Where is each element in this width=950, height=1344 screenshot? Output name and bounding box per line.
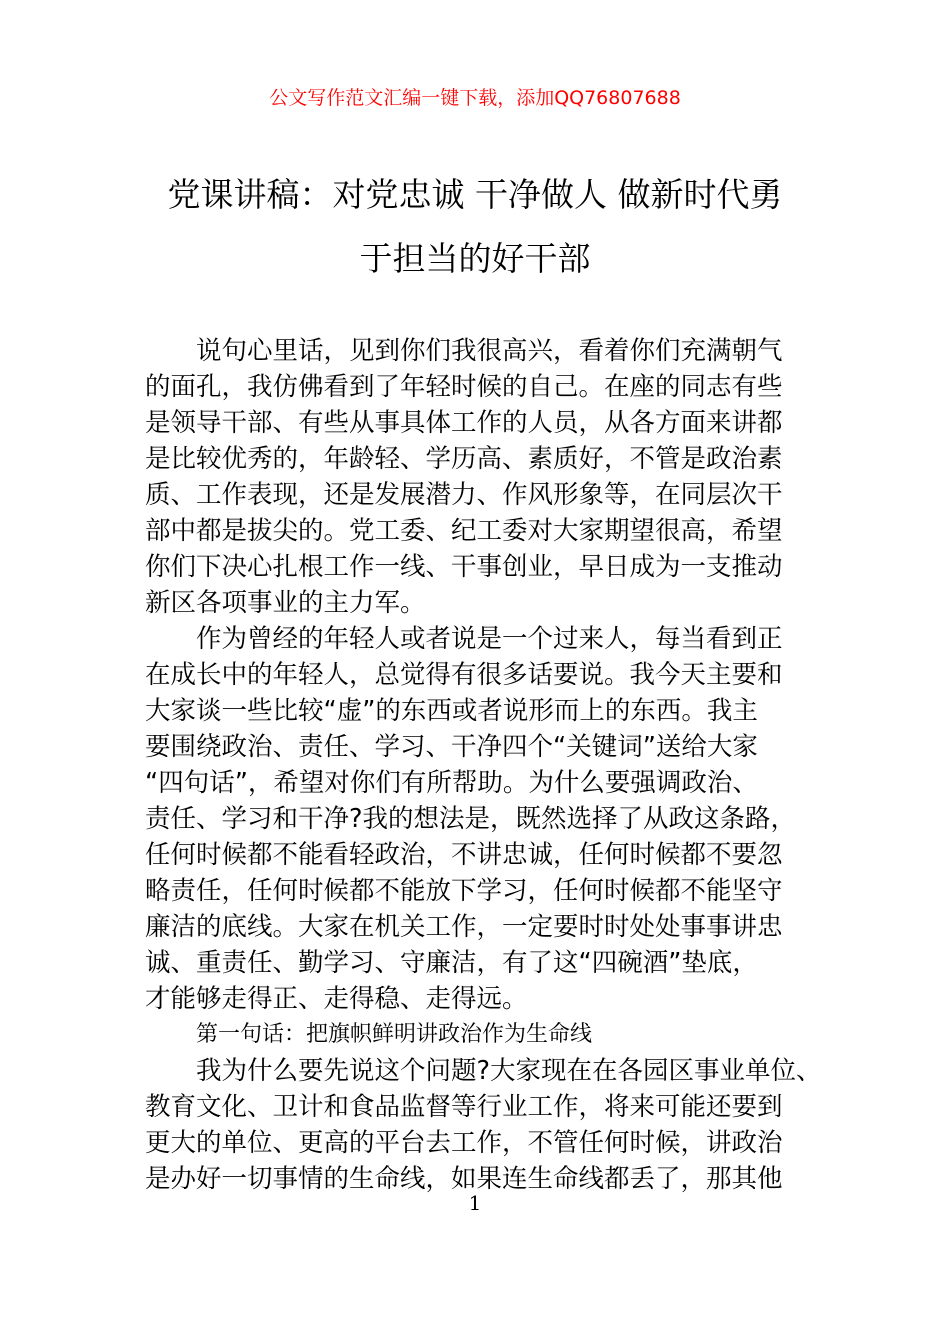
paragraph-2-line: 才能够走得正、走得稳、走得远。 bbox=[145, 984, 528, 1014]
document-title-line-2: 于担当的好干部 bbox=[359, 239, 591, 278]
paragraph-2-line: 廉洁的底线。大家在机关工作，一定要时时处处事事讲忠 bbox=[145, 912, 783, 942]
paragraph-2-line: 大家谈一些比较“虚”的东西或者说形而上的东西。我主 bbox=[145, 696, 758, 726]
section-heading: 第一句话：把旗帜鲜明讲政治作为生命线 bbox=[196, 1022, 593, 1047]
paragraph-3-line: 我为什么要先说这个问题?大家现在在各园区事业单位、 bbox=[196, 1056, 822, 1086]
paragraph-2-line: “四句话”，希望对你们有所帮助。为什么要强调政治、 bbox=[145, 768, 758, 798]
paragraph-2-line: 要围绕政治、责任、学习、干净四个“关键词”送给大家 bbox=[145, 732, 758, 762]
page-number: 1 bbox=[468, 1191, 482, 1215]
paragraph-3-line: 是办好一切事情的生命线，如果连生命线都丢了，那其他 bbox=[145, 1164, 783, 1194]
download-notice: 公文写作范文汇编一键下载，添加QQ76807688 bbox=[269, 87, 681, 109]
paragraph-1-line: 说句心里话，见到你们我很高兴，看着你们充满朝气 bbox=[196, 336, 783, 366]
paragraph-1-line: 你们下决心扎根工作一线、干事创业，早日成为一支推动 bbox=[145, 552, 783, 582]
paragraph-2-line: 略责任，任何时候都不能放下学习，任何时候都不能坚守 bbox=[145, 876, 783, 906]
paragraph-3-line: 更大的单位、更高的平台去工作，不管任何时候，讲政治 bbox=[145, 1128, 783, 1158]
paragraph-2-line: 诚、重责任、勤学习、守廉洁，有了这“四碗酒”垫底， bbox=[145, 948, 758, 978]
paragraph-2-line: 任何时候都不能看轻政治，不讲忠诚，任何时候都不要忽 bbox=[145, 840, 783, 870]
paragraph-3-line: 教育文化、卫计和食品监督等行业工作，将来可能还要到 bbox=[145, 1092, 783, 1122]
paragraph-1-line: 的面孔，我仿佛看到了年轻时候的自己。在座的同志有些 bbox=[145, 372, 783, 402]
paragraph-2-line: 责任、学习和干净?我的想法是，既然选择了从政这条路， bbox=[145, 804, 797, 834]
paragraph-1-line: 部中都是拔尖的。党工委、纪工委对大家期望很高，希望 bbox=[145, 516, 783, 546]
paragraph-1-line: 质、工作表现，还是发展潜力、作风形象等，在同层次干 bbox=[145, 480, 783, 510]
paragraph-1-line: 是领导干部、有些从事具体工作的人员，从各方面来讲都 bbox=[145, 408, 783, 438]
paragraph-2-line: 在成长中的年轻人，总觉得有很多话要说。我今天主要和 bbox=[145, 660, 783, 690]
document-title-line-1: 党课讲稿：对党忠诚 干净做人 做新时代勇 bbox=[167, 175, 783, 214]
paragraph-2-line: 作为曾经的年轻人或者说是一个过来人，每当看到正 bbox=[196, 624, 783, 654]
paragraph-1-line: 是比较优秀的，年龄轻、学历高、素质好，不管是政治素 bbox=[145, 444, 783, 474]
paragraph-1-line: 新区各项事业的主力军。 bbox=[145, 588, 426, 618]
body-text bbox=[145, 333, 825, 1197]
